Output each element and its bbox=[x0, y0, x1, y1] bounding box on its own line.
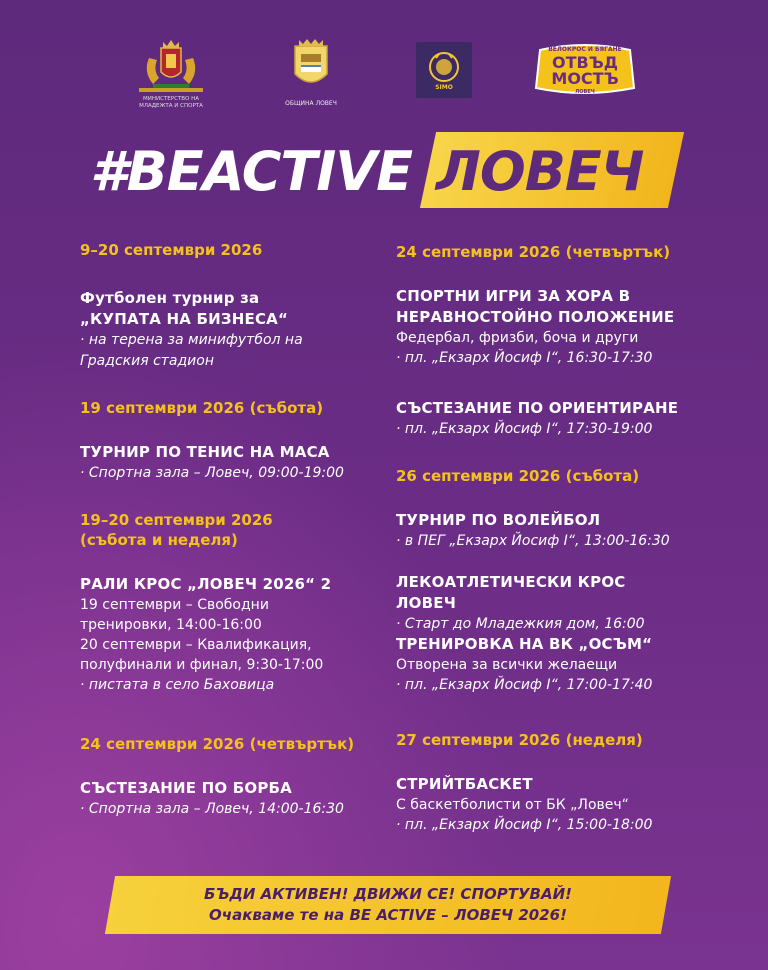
event-title: „КУПАТА НА БИЗНЕСА“ bbox=[80, 310, 289, 328]
event-location: · Спортна зала – Ловеч, 14:00-16:30 bbox=[80, 801, 344, 817]
lovech-municipality-logo bbox=[282, 38, 340, 107]
event-football bbox=[80, 288, 303, 372]
otvad-bottom-text: ЛОВЕЧ bbox=[575, 89, 595, 95]
event-title: СЪСТЕЗАНИЕ ПО ОРИЕНТИРАНЕ bbox=[396, 399, 679, 417]
date-heading: 24 септември 2026 (четвъртък) bbox=[396, 243, 671, 261]
date-heading: 24 септември 2026 (четвъртък) bbox=[80, 735, 355, 753]
event-title: СПОРТНИ ИГРИ ЗА ХОРА В bbox=[396, 287, 631, 305]
event-title: ТУРНИР ПО ВОЛЕЙБОЛ bbox=[396, 511, 601, 529]
hero-title bbox=[90, 132, 690, 212]
event-detail: тренировки, 14:00-16:00 bbox=[80, 617, 262, 633]
event-detail: Федербал, фризби, боча и други bbox=[396, 330, 639, 346]
event-athletics-cross bbox=[396, 572, 686, 635]
event-detail: С баскетболисти от БК „Ловеч“ bbox=[396, 797, 629, 813]
date-heading: 19 септември 2026 (събота) bbox=[80, 399, 324, 417]
event-disability-games bbox=[396, 286, 674, 369]
lovech-caption: ОБЩИНА ЛОВЕЧ bbox=[285, 100, 337, 107]
footer-line1: БЪДИ АКТИВЕН! ДВИЖИ СЕ! СПОРТУВАЙ! bbox=[204, 885, 572, 903]
ministry-logo bbox=[136, 38, 206, 110]
event-title: СЪСТЕЗАНИЕ ПО БОРБА bbox=[80, 779, 292, 797]
event-vk-osam bbox=[396, 634, 652, 696]
otvad-mosta-badge bbox=[534, 40, 636, 98]
hero-beactive: #BEACTIVE bbox=[90, 140, 412, 203]
hero-lovech: ЛОВЕЧ bbox=[436, 140, 644, 203]
event-location: · в ПЕГ „Екзарх Йосиф I“, 13:00-16:30 bbox=[396, 533, 670, 549]
simo-logo bbox=[416, 42, 472, 98]
event-location: · Старт до Младежкия дом, 16:00 bbox=[396, 616, 645, 632]
event-rally-cross bbox=[80, 574, 331, 696]
event-location: · пл. „Екзарх Йосиф I“, 17:30-19:00 bbox=[396, 421, 653, 437]
footer-text bbox=[110, 884, 666, 926]
event-title: СТРИЙТБАСКЕТ bbox=[396, 775, 533, 793]
otvad-main1-text: ОТВЪД bbox=[552, 53, 618, 72]
event-location: Градския стадион bbox=[80, 353, 214, 369]
event-wrestling bbox=[80, 778, 344, 820]
event-detail: Отворена за всички желаещи bbox=[396, 657, 618, 673]
otvad-mosta-logo bbox=[534, 40, 636, 98]
event-location: · на терена за минифутбол на bbox=[80, 332, 303, 348]
date-heading: 19–20 септември 2026 bbox=[80, 511, 273, 529]
simo-caption: SIMO bbox=[435, 83, 453, 91]
otvad-top-text: ВЕЛОКРОС И БЯГАНЕ bbox=[548, 46, 622, 53]
event-location: · пл. „Екзарх Йосиф I“, 17:00-17:40 bbox=[396, 677, 653, 693]
event-location: · пл. „Екзарх Йосиф I“, 16:30-17:30 bbox=[396, 350, 653, 366]
event-title: НЕРАВНОСТОЙНО ПОЛОЖЕНИЕ bbox=[396, 308, 675, 326]
date-heading-block bbox=[80, 510, 273, 550]
event-detail: полуфинали и финал, 9:30-17:00 bbox=[80, 657, 324, 673]
footer-banner bbox=[110, 876, 666, 934]
ministry-caption: МИНИСТЕРСТВО НА МЛАДЕЖТА И СПОРТА bbox=[139, 96, 203, 109]
event-title: ТУРНИР ПО ТЕНИС НА МАСА bbox=[80, 443, 330, 461]
footer-line2: Очакваме те на BE ACTIVE – ЛОВЕЧ 2026! bbox=[209, 906, 567, 924]
event-title: РАЛИ КРОС „ЛОВЕЧ 2026“ 2 bbox=[80, 575, 332, 593]
event-detail: 19 септември – Свободни bbox=[80, 597, 269, 613]
event-table-tennis bbox=[80, 442, 344, 484]
lion-icon bbox=[427, 50, 461, 84]
otvad-main2-text: МОСТЪ bbox=[551, 69, 619, 88]
lovech-crest-icon bbox=[291, 38, 331, 92]
event-location: · пл. „Екзарх Йосиф I“, 15:00-18:00 bbox=[396, 817, 653, 833]
date-heading: 9–20 септември 2026 bbox=[80, 241, 263, 259]
event-orienteering bbox=[396, 398, 678, 440]
event-volleyball bbox=[396, 510, 670, 552]
date-heading: (събота и неделя) bbox=[80, 531, 238, 549]
event-title: Футболен турнир за bbox=[80, 289, 260, 307]
event-location: · Спортна зала – Ловеч, 09:00-19:00 bbox=[80, 465, 344, 481]
coat-of-arms-icon bbox=[139, 38, 203, 94]
event-title: ТРЕНИРОВКА НА ВК „ОСЪМ“ bbox=[396, 635, 653, 653]
event-location: · пистата в село Баховица bbox=[80, 677, 275, 693]
event-detail: 20 септември – Квалификация, bbox=[80, 637, 312, 653]
logo-bar bbox=[0, 38, 768, 110]
date-heading: 26 септември 2026 (събота) bbox=[396, 467, 640, 485]
date-heading: 27 септември 2026 (неделя) bbox=[396, 731, 643, 749]
event-title: ЛЕКОАТЛЕТИЧЕСКИ КРОС ЛОВЕЧ bbox=[396, 573, 626, 612]
event-streetball bbox=[396, 774, 652, 836]
